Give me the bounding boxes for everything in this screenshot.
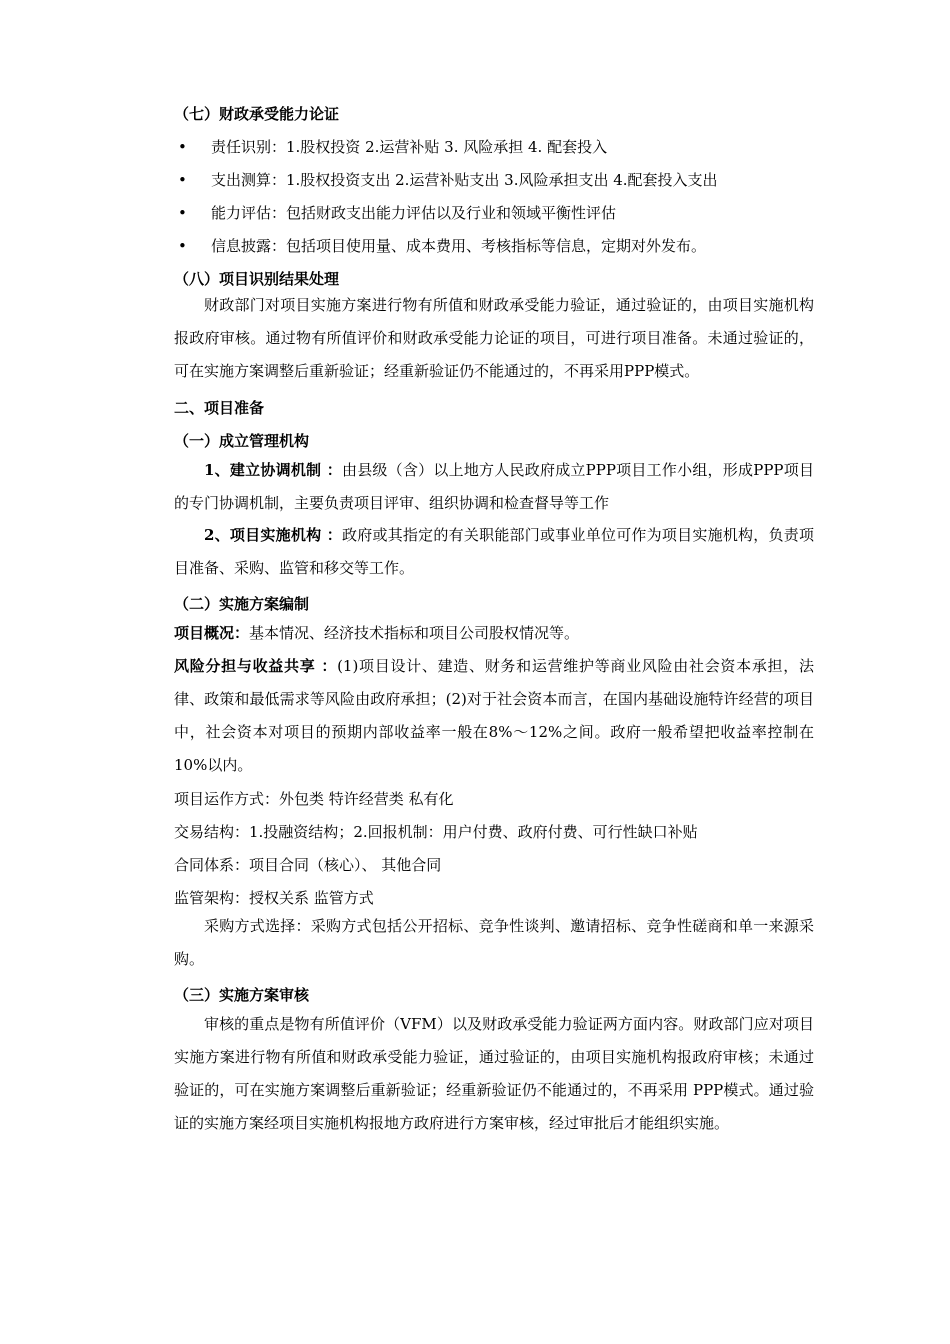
paragraph: 采购方式选择：采购方式包括公开招标、竞争性谈判、邀请招标、竞争性磋商和单一来源采购。	[174, 917, 814, 968]
item-label: 风险分担与收益共享 ：	[174, 657, 338, 675]
bullet-marker: •	[178, 171, 187, 189]
bullet-item: 责任识别：1.股权投资 2.运营补贴 3. 风险承担 4. 配套投入	[211, 138, 608, 156]
paragraph: 审核的重点是物有所值评价（VFM）以及财政承受能力验证两方面内容。财政部门应对项目实施方案进行物有所值和财政承受能力验证，通过验证的，由项目实施机构报政府审核；未通过验证的，可在实施方案调整后重新验证；经重新验证仍不能通过的，不再采用 PPP模式。通过验证的实施方案经项目实施机构报地方政府进行方案审核，经过审批后才能组织实施。	[174, 1015, 814, 1132]
bullet-marker: •	[178, 237, 187, 255]
item-text: 政府或其指定的有关职能部门或事业单位可作为项目实施机构，负责项目准备、采购、监管和移交等工作。	[174, 526, 814, 577]
paragraph	[174, 617, 814, 650]
paragraph	[174, 650, 814, 782]
item-label: 1、建立协调机制 ：	[204, 461, 342, 479]
paragraph: 财政部门对项目实施方案进行物有所值和财政承受能力验证，通过验证的，由项目实施机构报政府审核。通过物有所值评价和财政承受能力论证的项目，可进行项目准备。未通过验证的，可在实施方案调整后重新验证；经重新验证仍不能通过的，不再采用PPP模式。	[174, 296, 814, 380]
paragraph	[174, 519, 814, 585]
item-text: 基本情况、经济技术指标和项目公司股权情况等。	[249, 624, 580, 642]
section-heading: （一）成立管理机构	[174, 432, 310, 450]
bullet-marker: •	[178, 204, 187, 222]
section-heading: （八）项目识别结果处理	[174, 270, 340, 288]
section-heading: （三）实施方案审核	[174, 986, 310, 1004]
bullet-item: 支出测算：1.股权投资支出 2.运营补贴支出 3.风险承担支出 4.配套投入支出	[211, 171, 718, 189]
item-label: 项目概况：	[174, 624, 250, 642]
bullet-item: 能力评估：包括财政支出能力评估以及行业和领域平衡性评估	[211, 204, 617, 222]
text-line: 项目运作方式：外包类 特许经营类 私有化	[174, 790, 454, 808]
text-line: 交易结构：1.投融资结构；2.回报机制：用户付费、政府付费、可行性缺口补贴	[174, 823, 698, 841]
item-text: 由县级（含）以上地方人民政府成立PPP项目工作小组，形成PPP项目的专门协调机制，主要负责项目评审、组织协调和检查督导等工作	[174, 461, 814, 512]
section-heading: （二）实施方案编制	[174, 595, 310, 613]
bullet-marker: •	[178, 138, 187, 156]
bullet-item: 信息披露：包括项目使用量、成本费用、考核指标等信息，定期对外发布。	[211, 237, 707, 255]
section-heading: （七）财政承受能力论证	[174, 105, 340, 123]
item-label: 2、项目实施机构 ：	[204, 526, 342, 544]
text-line: 监管架构：授权关系 监管方式	[174, 889, 374, 907]
item-text: (1)项目设计、建造、财务和运营维护等商业风险由社会资本承担，法律、政策和最低需求等风险由政府承担；(2)对于社会资本而言，在国内基础设施特许经营的项目中，社会资本对项目的预期内部收益率一般在8%～12%之间。政府一般希望把收益率控制在10%以内。	[174, 657, 814, 774]
paragraph	[174, 454, 814, 520]
chapter-heading: 二、项目准备	[174, 399, 265, 417]
text-line: 合同体系：项目合同（核心）、 其他合同	[174, 856, 442, 874]
